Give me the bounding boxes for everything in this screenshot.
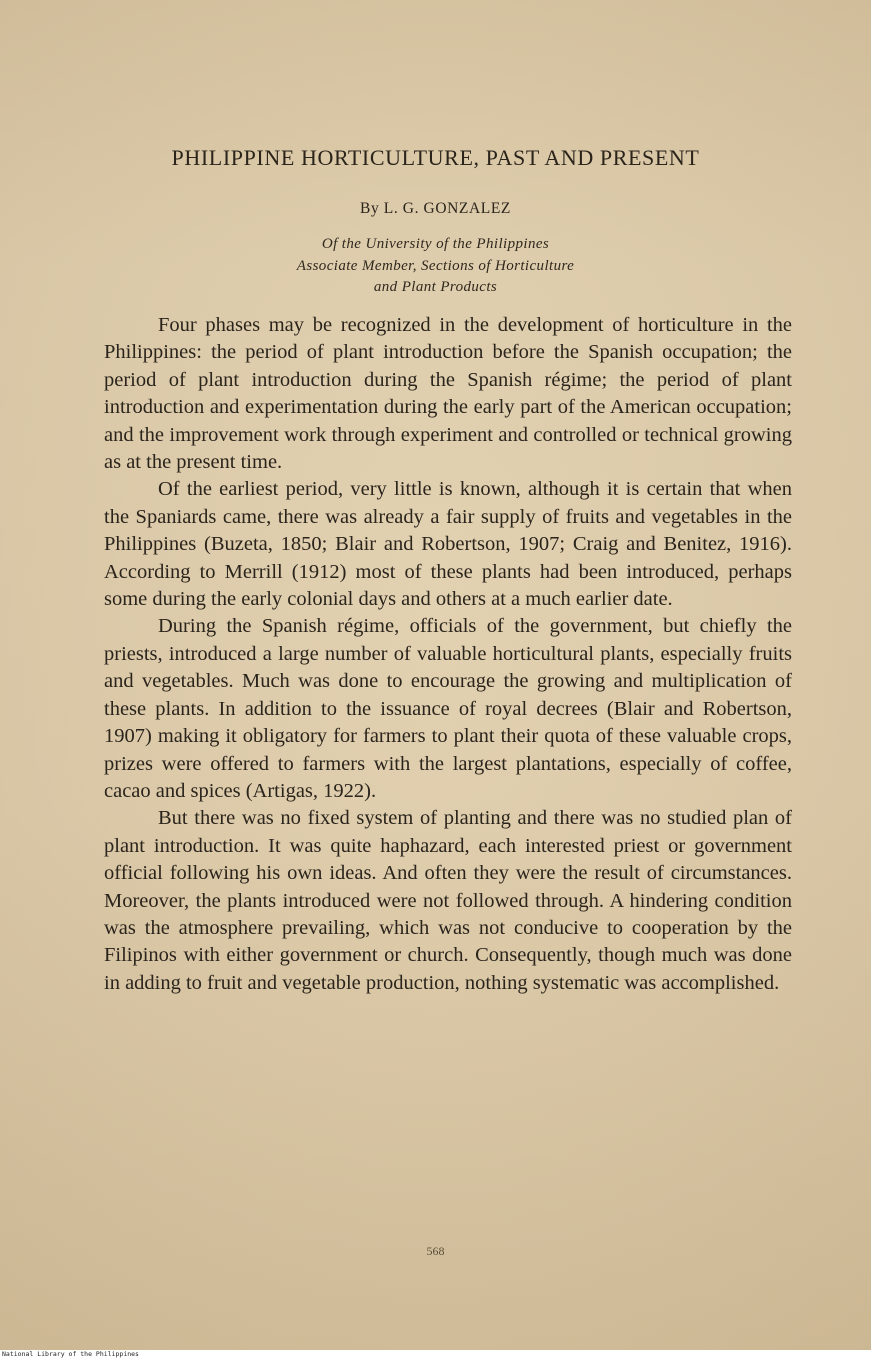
library-credit: National Library of the Philippines — [2, 1350, 139, 1358]
body-paragraph: But there was no fixed system of planting and there was no studied plan of plant introduction. It was quite haphazard, each interested priest or government official following his own ideas. And often they were the result of circumstances. Moreover, the plants introduced were not followed through. A hindering condition was the atmosphere prevailing, which was not conducive to cooperation by the Filipinos with either government or church. Consequently, though much was done in adding to fruit and vegetable production, nothing systematic was accomplished. — [104, 807, 792, 994]
article-author: By L. G. GONZALEZ — [360, 200, 511, 217]
page-number: 568 — [426, 1244, 445, 1258]
article-body — [104, 312, 792, 997]
author-affiliation-line: and Plant Products — [373, 279, 498, 295]
article-title: PHILIPPINE HORTICULTURE, PAST AND PRESENT — [171, 145, 700, 170]
body-paragraph: Of the earliest period, very little is known, although it is certain that when the Spaniards came, there was already a fair supply of fruits and vegetables in the Philippines (Buzeta, 1850; Blair and Robertson, 1907; Craig and Benitez, 1916). According to Merrill (1912) most of these plants had been introduced, perhaps some during the early colonial days and others at a much earlier date. — [104, 478, 792, 611]
author-affiliation-line: Of the University of the Philippines — [321, 236, 550, 252]
body-paragraph: Four phases may be recognized in the development of horticulture in the Philippines: the period of plant introduction before the Spanish occupation; the period of plant introduction during the Spanish régime; the period of plant introduction and experimentation during the early part of the American occupation; and the improvement work through experiment and controlled or technical growing as at the present time. — [104, 314, 792, 474]
body-paragraph: During the Spanish régime, officials of the government, but chiefly the priests, introduced a large number of valuable horticultural plants, especially fruits and vegetables. Much was done to encourage the growing and multiplication of these plants. In addition to the issuance of royal decrees (Blair and Robertson, 1907) making it obligatory for farmers to plant their quota of these valuable crops, prizes were offered to farmers with the largest plantations, especially of coffee, cacao and spices (Artigas, 1922). — [104, 615, 792, 802]
author-affiliation-line: Associate Member, Sections of Horticulture — [296, 258, 575, 274]
